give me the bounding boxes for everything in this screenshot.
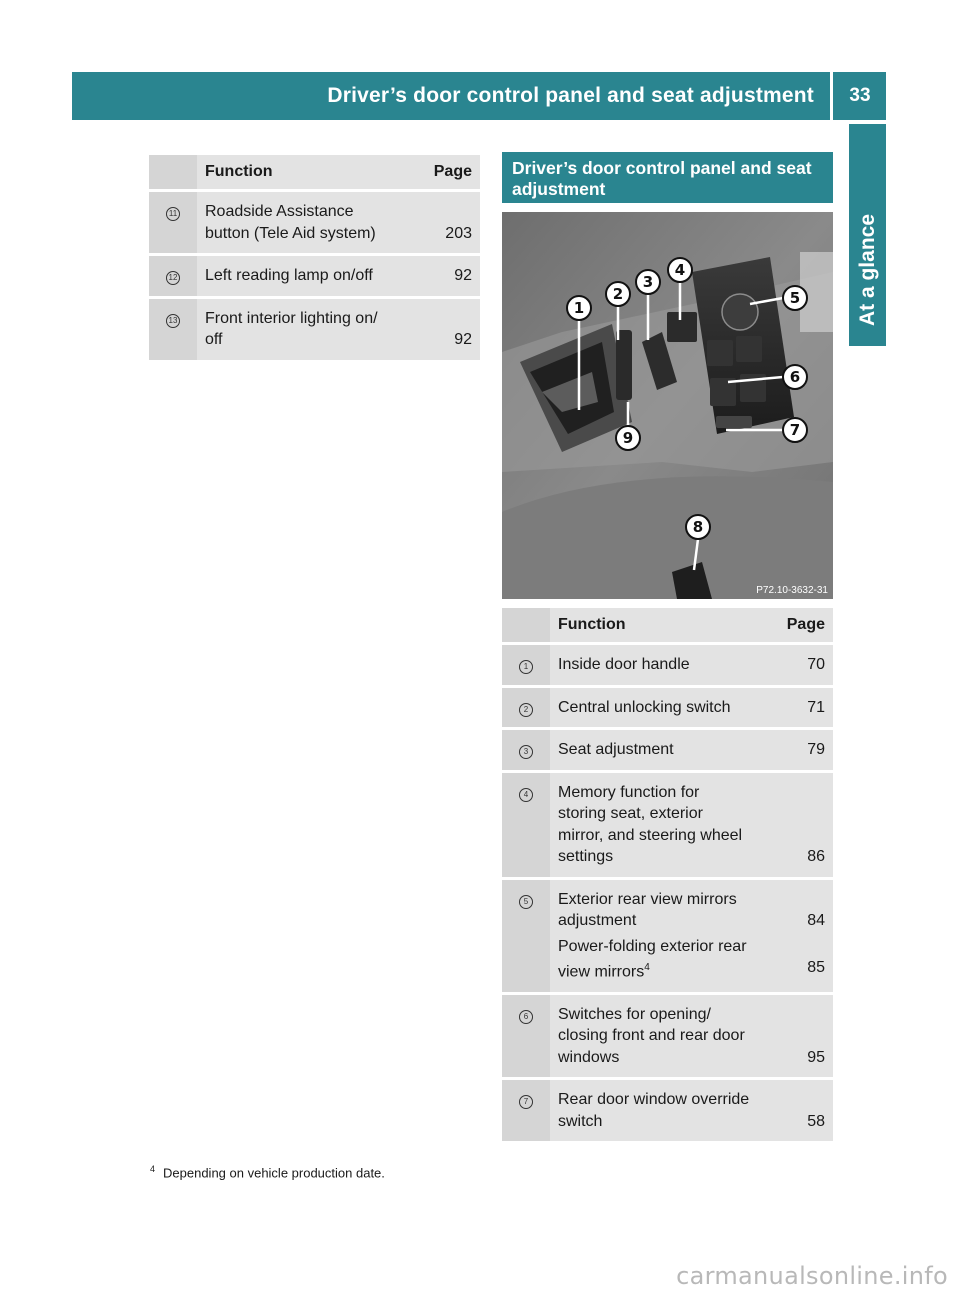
page-ref: 92 [454, 267, 472, 284]
page-cell [773, 878, 833, 993]
function-line [558, 936, 765, 958]
left-function-table [149, 155, 480, 363]
callout-label: 9 [622, 429, 634, 447]
function-line: Rear door window override [558, 1091, 750, 1109]
row-marker-cell [502, 729, 550, 772]
side-tab-label: At a glance [856, 213, 879, 327]
page-ref: 92 [454, 331, 472, 348]
function-cell [550, 1079, 773, 1143]
callout-8 [686, 515, 710, 539]
table-row [502, 644, 833, 687]
callout-1 [567, 296, 591, 320]
callout-marker: 5 [519, 895, 533, 909]
callout-4 [668, 258, 692, 282]
page-ref: 58 [807, 1112, 825, 1130]
callout-marker: 1 [519, 660, 533, 674]
page-ref: 85 [807, 959, 825, 976]
page-ref: 71 [807, 698, 825, 716]
function-line: Front interior lighting on/ [205, 309, 378, 327]
page-cell [773, 729, 833, 772]
footnote-text: Depending on vehicle production date. [163, 1165, 385, 1181]
function-line: Memory function for [558, 783, 700, 801]
page-ref: 203 [445, 224, 472, 242]
callout-marker: 12 [166, 271, 180, 285]
callout-label: 8 [692, 518, 704, 536]
table-row [502, 729, 833, 772]
page-cell [420, 191, 480, 255]
page-cell [773, 993, 833, 1079]
page-ref: 95 [807, 1048, 825, 1066]
door-panel-illustration [502, 212, 833, 599]
function-line: button (Tele Aid system) [205, 224, 376, 242]
table-header-row [149, 155, 480, 191]
section-heading: Driver’s door control panel and seat adjustment [502, 152, 833, 203]
function-line: Switches for opening/ [558, 1005, 711, 1023]
function-line-text: Power-folding exterior rear [558, 937, 747, 955]
function-line: closing front and rear door [558, 1027, 745, 1045]
function-sub-entry [558, 936, 765, 983]
function-line: off [205, 331, 223, 348]
figure-code: P72.10-3632-31 [756, 585, 828, 596]
function-cell [550, 686, 773, 729]
function-cell [197, 255, 420, 298]
row-marker-cell [502, 878, 550, 993]
function-line-text: view mirrors [558, 963, 645, 981]
page-ref: 84 [807, 912, 825, 929]
table-row [149, 297, 480, 361]
callout-label: 1 [573, 299, 585, 317]
row-marker-cell [149, 191, 197, 255]
page-cell [773, 644, 833, 687]
page-header: Page [420, 155, 480, 191]
page-header-title: Driver’s door control panel and seat adjustment [327, 84, 814, 107]
callout-6 [783, 365, 807, 389]
function-cell [197, 297, 420, 361]
door-panel-photo [502, 212, 833, 599]
table-row [502, 686, 833, 729]
page-cell [420, 255, 480, 298]
page-header-bar [72, 72, 886, 120]
callout-label: 4 [674, 261, 686, 279]
callout-label: 5 [789, 289, 801, 307]
table-row [502, 993, 833, 1079]
table-row [149, 191, 480, 255]
row-marker-cell [502, 686, 550, 729]
function-cell [550, 878, 773, 993]
callout-marker: 6 [519, 1010, 533, 1024]
marker-header [149, 155, 197, 191]
function-line: Seat adjustment [558, 741, 674, 758]
callout-label: 2 [612, 285, 624, 303]
row-marker-cell [502, 993, 550, 1079]
marker-header [502, 608, 550, 644]
header-separator [830, 72, 833, 120]
callout-7 [783, 418, 807, 442]
page-spacer [781, 889, 825, 911]
footnote [150, 1164, 385, 1180]
callout-marker: 4 [519, 788, 533, 802]
page-cell [773, 1079, 833, 1143]
right-function-table [502, 608, 833, 1144]
page-cell [773, 771, 833, 878]
callout-3 [636, 270, 660, 294]
function-line: mirror, and steering wheel [558, 826, 743, 844]
function-header: Function [197, 155, 420, 191]
callout-label: 3 [642, 273, 654, 291]
function-cell [550, 729, 773, 772]
table-row [502, 1079, 833, 1143]
row-marker-cell [502, 771, 550, 878]
table-row [502, 878, 833, 993]
function-line: windows [558, 1048, 620, 1066]
function-line: storing seat, exterior [558, 805, 703, 822]
function-line: Exterior rear view mirrors [558, 890, 737, 908]
footnote-ref: 4 [644, 962, 650, 973]
callout-marker: 7 [519, 1095, 533, 1109]
function-line: Inside door handle [558, 656, 690, 673]
table-row [502, 771, 833, 878]
watermark[interactable]: carmanualsonline.info [676, 1262, 948, 1290]
page-ref: 70 [807, 656, 825, 673]
page-number: 33 [849, 85, 871, 106]
callout-label: 6 [789, 368, 801, 386]
callout-5 [783, 286, 807, 310]
row-marker-cell [149, 255, 197, 298]
callout-marker: 13 [166, 314, 180, 328]
page-cell [773, 686, 833, 729]
row-marker-cell [502, 644, 550, 687]
function-line: switch [558, 1112, 603, 1130]
function-cell [550, 993, 773, 1079]
callout-marker: 3 [519, 745, 533, 759]
page-ref: 86 [807, 848, 825, 865]
function-cell [550, 644, 773, 687]
callout-marker: 11 [166, 207, 180, 221]
page-spacer [781, 936, 825, 958]
function-line: Central unlocking switch [558, 698, 731, 716]
row-marker-cell [502, 1079, 550, 1143]
callout-9 [616, 426, 640, 450]
table-row [149, 255, 480, 298]
function-cell [550, 771, 773, 878]
callout-2 [606, 282, 630, 306]
function-line: Left reading lamp on/off [205, 267, 373, 284]
function-line: settings [558, 848, 614, 865]
footnote-mark: 4 [150, 1164, 156, 1174]
function-cell [197, 191, 420, 255]
page-ref: 79 [807, 741, 825, 758]
row-marker-cell [149, 297, 197, 361]
page-cell [420, 297, 480, 361]
function-line: adjustment [558, 912, 637, 929]
table-header-row [502, 608, 833, 644]
function-header: Function [550, 608, 773, 644]
callout-label: 7 [789, 421, 801, 439]
function-line [558, 957, 765, 983]
callout-marker: 2 [519, 703, 533, 717]
function-line: Roadside Assistance [205, 203, 354, 220]
page-header: Page [773, 608, 833, 644]
